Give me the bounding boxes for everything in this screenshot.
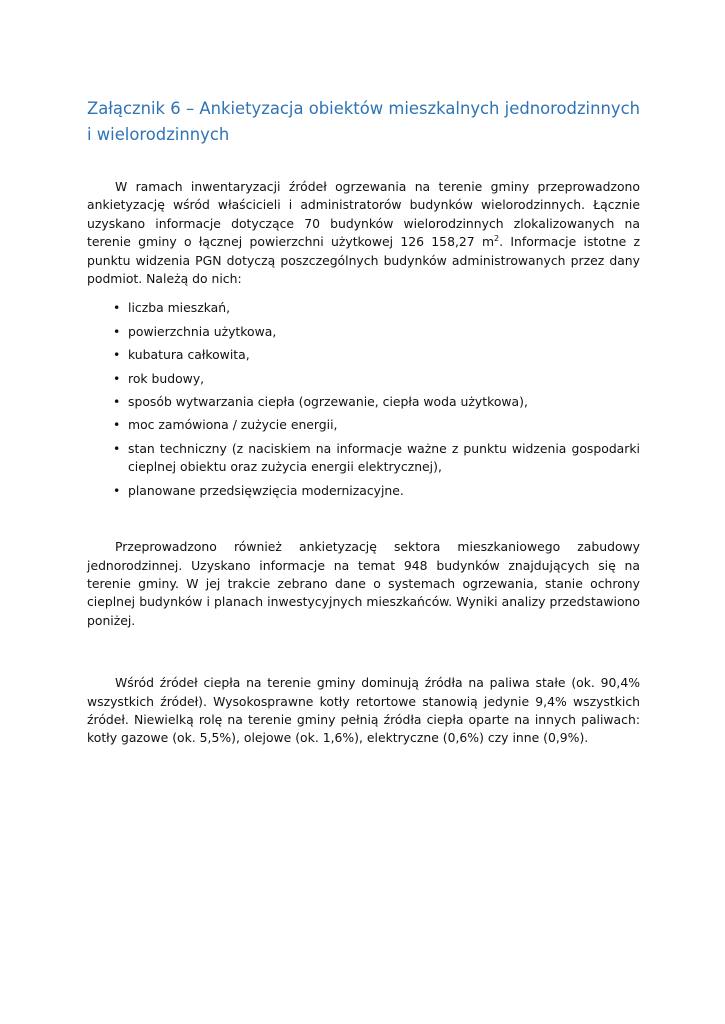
list-item xyxy=(87,323,640,341)
superscript: 2 xyxy=(494,234,500,244)
document-page xyxy=(87,96,640,748)
paragraph-text-continued: . Informacje istotne z punktu widzenia PGN dotyczą poszczególnych budynków administrowanych przez dany podmiot. Należą do nich: xyxy=(87,234,640,287)
list-item-text: powierzchnia użytkowa, xyxy=(128,323,277,339)
list-item-text: stan techniczny (z naciskiem na informacje ważne z punktu widzenia gospodarki cieplnej obiektu oraz zużycia energii elektrycznej), xyxy=(128,440,640,475)
bullet-icon: • xyxy=(113,440,121,456)
bullet-icon: • xyxy=(113,347,121,363)
list-item-text: kubatura całkowita, xyxy=(128,347,250,363)
list-item xyxy=(87,299,640,317)
list-item-text: rok budowy, xyxy=(128,370,205,386)
bullet-icon: • xyxy=(113,300,121,316)
list-item xyxy=(87,416,640,434)
appendix-heading: Załącznik 6 – Ankietyzacja obiektów mieszkalnych jednorodzinnych i wielorodzinnych xyxy=(87,99,640,144)
list-item xyxy=(87,346,640,364)
list-item-text: liczba mieszkań, xyxy=(128,300,231,316)
list-item xyxy=(87,440,640,477)
bullet-icon: • xyxy=(113,482,121,498)
paragraph-text: W ramach inwentaryzacji źródeł ogrzewania na terenie gminy przeprowadzono ankietyzację wśród właścicieli i administratorów budynków wielorodzinnych. Łącznie uzyskano informacje dotyczące 70 budynków wielorodzinnych zlokalizowanych na terenie gminy o łącznej powierzchni użytkowej 126 158,27 m xyxy=(87,179,640,250)
paragraph-heat-sources: Wśród źródeł ciepła na terenie gminy dominują źródła na paliwa stałe (ok. 90,4% wszystkich źródeł). Wysokosprawne kotły retortowe stanowią jedynie 9,4% wszystkich źródeł. Niewielką rolę na terenie gminy pełnią źródła ciepła oparte na innych paliwach: kotły gazowe (ok. 5,5%), olejowe (ok. 1,6%), elektryczne (0,6%) czy inne (0,9%). xyxy=(87,675,640,746)
paragraph-survey-singlefamily: Przeprowadzono również ankietyzację sektora mieszkaniowego zabudowy jednorodzinnej. Uzyskano informacje na temat 948 budynków znajdujących się na terenie gminy. W jej trakcie zebrano dane o systemach ogrzewania, stanie ochrony cieplnej budynków i planach inwestycyjnych mieszkańców. Wyniki analizy przedstawiono poniżej. xyxy=(87,539,640,628)
bullet-icon: • xyxy=(113,394,121,410)
list-item-text: moc zamówiona / zużycie energii, xyxy=(128,417,338,433)
list-item xyxy=(87,482,640,500)
paragraph-survey-multifamily xyxy=(87,178,640,288)
bullet-icon: • xyxy=(113,417,121,433)
list-item xyxy=(87,393,640,411)
bullet-icon: • xyxy=(113,323,121,339)
list-item-text: sposób wytwarzania ciepła (ogrzewanie, ciepła woda użytkowa), xyxy=(128,394,528,410)
list-item xyxy=(87,370,640,388)
list-item-text: planowane przedsięwzięcia modernizacyjne. xyxy=(128,482,404,498)
bullet-list xyxy=(87,299,640,500)
bullet-icon: • xyxy=(113,370,121,386)
